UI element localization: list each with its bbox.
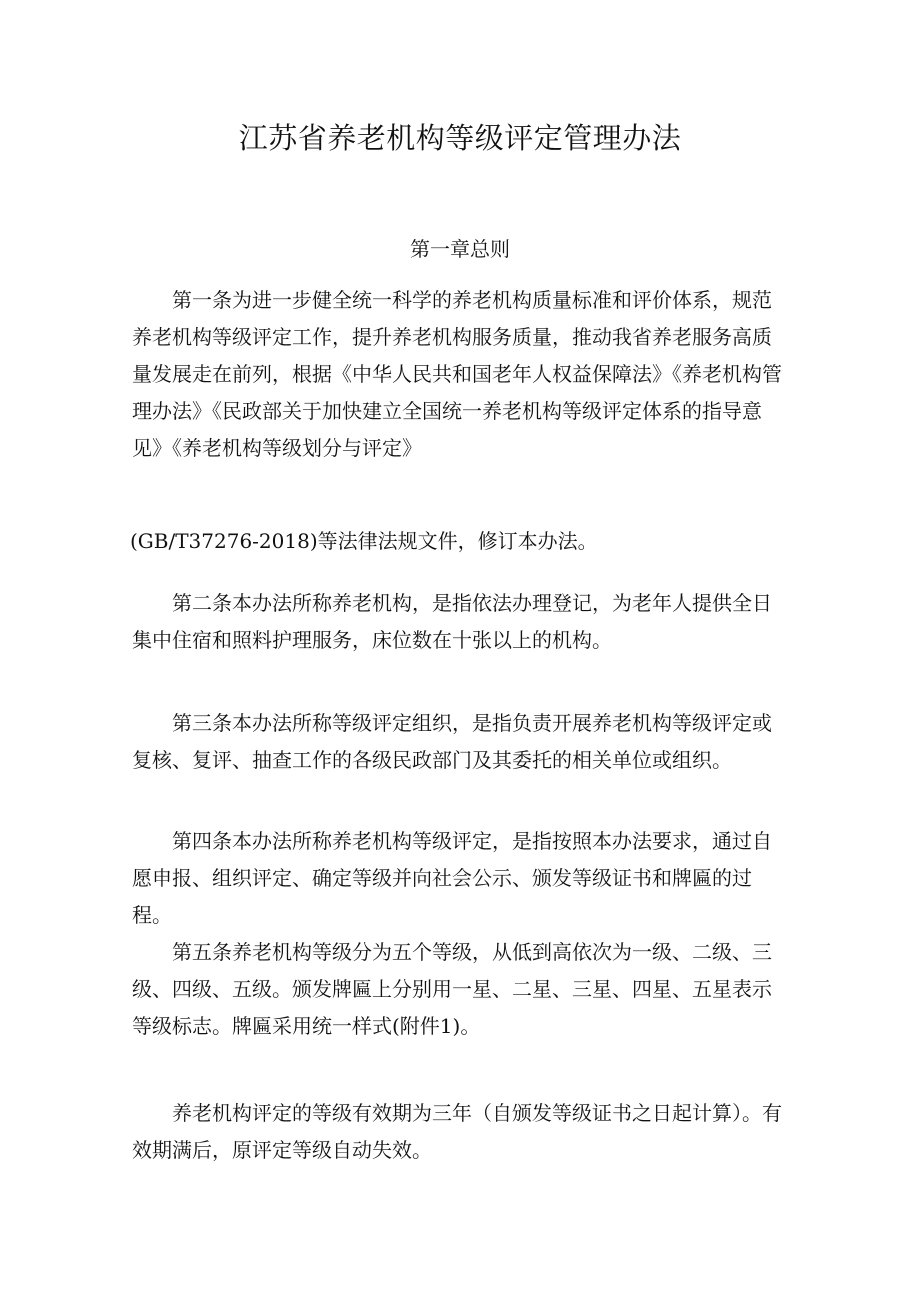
article-5-paragraph: 第五条养老机构等级分为五个等级，从低到高依次为一级、二级、三级、四级、五级。颁发牌匾上分别用一星、二星、三星、四星、五星表示等级标志。牌匾采用统一样式(附件1)。 [132,940,772,1038]
article-2-paragraph: 第二条本办法所称养老机构，是指依法办理登记，为老年人提供全日集中住宿和照料护理服务，床位数在十张以上的机构。 [132,591,772,652]
article-4-paragraph: 第四条本办法所称养老机构等级评定，是指按照本办法要求，通过自愿申报、组织评定、确定等级并向社会公示、颁发等级证书和牌匾的过程。 [132,829,772,927]
document-title: 江苏省养老机构等级评定管理办法 [238,121,682,155]
article-1-paragraph: 第一条为进一步健全统一科学的养老机构质量标准和评价体系，规范养老机构等级评定工作，提升养老机构服务质量，推动我省养老服务高质量发展走在前列，根据《中华人民共和国老年人权益保障法》《养老机构管理办法》《民政部关于加快建立全国统一养老机构等级评定体系的指导意见》《养老机构等级划分与评定》 [132,288,782,460]
article-1-standard-reference: (GB/T37276-2018)等法律法规文件，修订本办法。 [130,529,598,553]
article-5-validity-paragraph: 养老机构评定的等级有效期为三年（自颁发等级证书之日起计算）。有效期满后，原评定等级自动失效。 [132,1101,782,1162]
article-3-paragraph: 第三条本办法所称等级评定组织，是指负责开展养老机构等级评定或复核、复评、抽查工作的各级民政部门及其委托的相关单位或组织。 [132,711,772,772]
chapter-heading: 第一章总则 [410,237,510,261]
